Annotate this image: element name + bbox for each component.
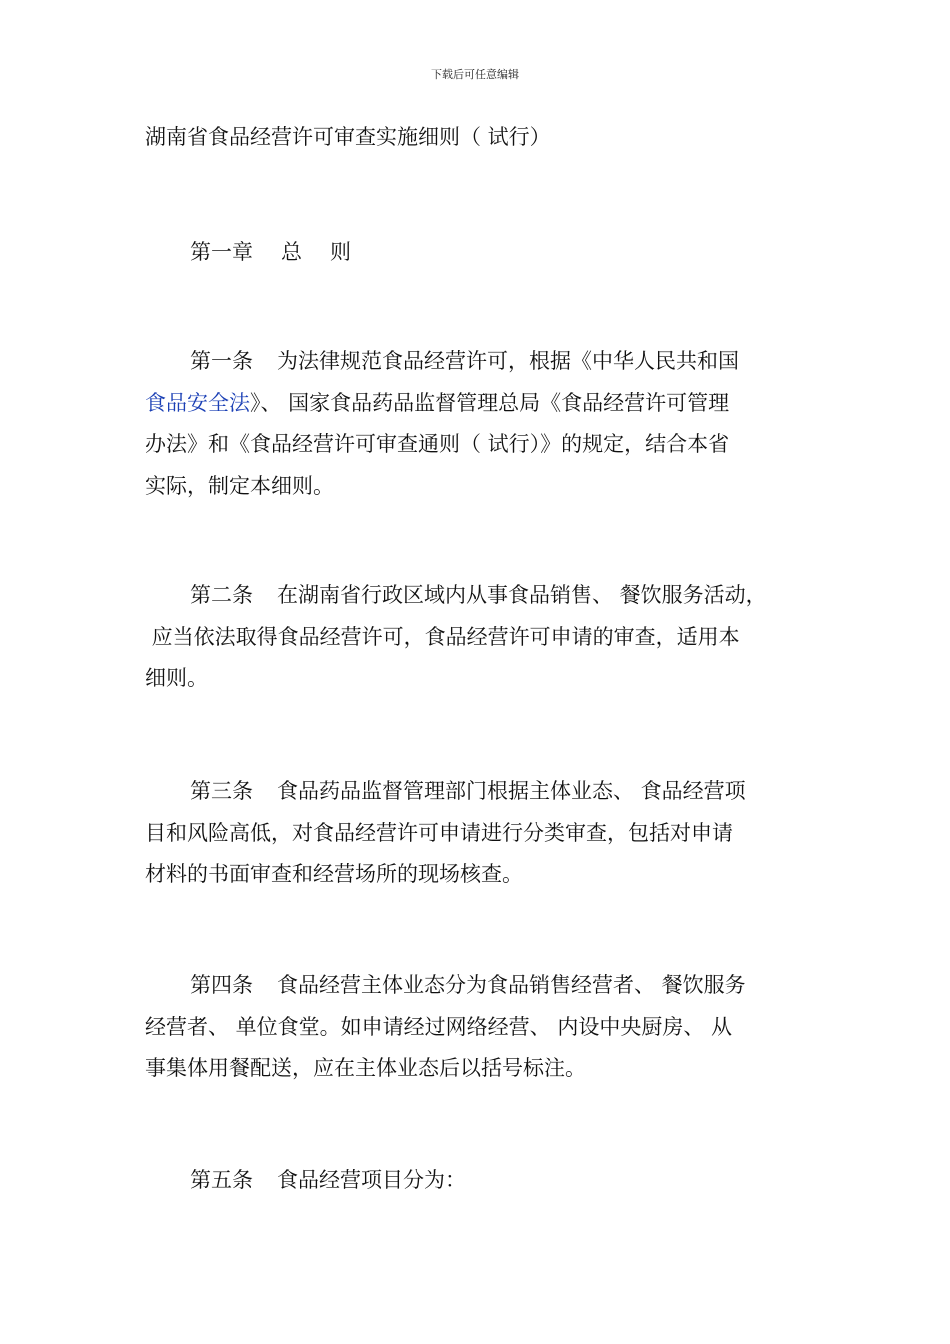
article-line: 实际，制定本细则。 [145, 473, 334, 498]
article-line: 第三条 食品药品监督管理部门根据主体业态、 食品经营项 [190, 779, 746, 803]
article-line: 应当依法取得食品经营许可，食品经营许可申请的审查，适用本 [145, 624, 740, 649]
article-line: 第二条 在湖南省行政区域内从事食品销售、 餐饮服务活动， [190, 583, 767, 607]
article-number: 第一条 [190, 349, 253, 373]
article-line: 第一条 为法律规范食品经营许可，根据《中华人民共和国 [190, 349, 739, 373]
article-line: 办法》和《食品经营许可审查通则（ 试行）》的规定，结合本省 [145, 432, 730, 456]
chapter-label: 第一章 [190, 240, 253, 264]
page-header: 下载后可任意编辑 [431, 68, 519, 81]
article-number: 第二条 [190, 583, 253, 607]
article-3 [145, 771, 807, 896]
document-title: 湖南省食品经营许可审查实施细则（ 试行） [145, 125, 551, 149]
article-1 [145, 341, 807, 507]
article-line: 第五条 食品经营项目分为： [190, 1168, 466, 1192]
article-line: 第四条 食品经营主体业态分为食品销售经营者、 餐饮服务 [190, 973, 746, 997]
chapter-word-1: 总 [281, 240, 302, 264]
article-number: 第四条 [190, 973, 253, 997]
article-line: 材料的书面审查和经营场所的现场核查。 [145, 862, 523, 886]
article-line: 食品安全法》、 国家食品药品监督管理总局《食品经营许可管理 [145, 390, 730, 415]
article-line: 细则。 [145, 666, 208, 690]
article-line: 事集体用餐配送，应在主体业态后以括号标注。 [145, 1056, 586, 1080]
article-line: 经营者、 单位食堂。如申请经过网络经营、 内设中央厨房、 从 [145, 1014, 733, 1039]
article-line: 目和风险高低，对食品经营许可申请进行分类审查，包括对申请 [145, 820, 733, 845]
chapter-word-2: 则 [330, 240, 351, 264]
article-4 [145, 965, 807, 1090]
law-link[interactable]: 食品安全法 [145, 390, 250, 415]
chapter-heading [190, 236, 351, 266]
article-number: 第三条 [190, 779, 253, 803]
article-2 [145, 575, 807, 700]
article-number: 第五条 [190, 1168, 253, 1192]
article-5 [145, 1160, 807, 1202]
